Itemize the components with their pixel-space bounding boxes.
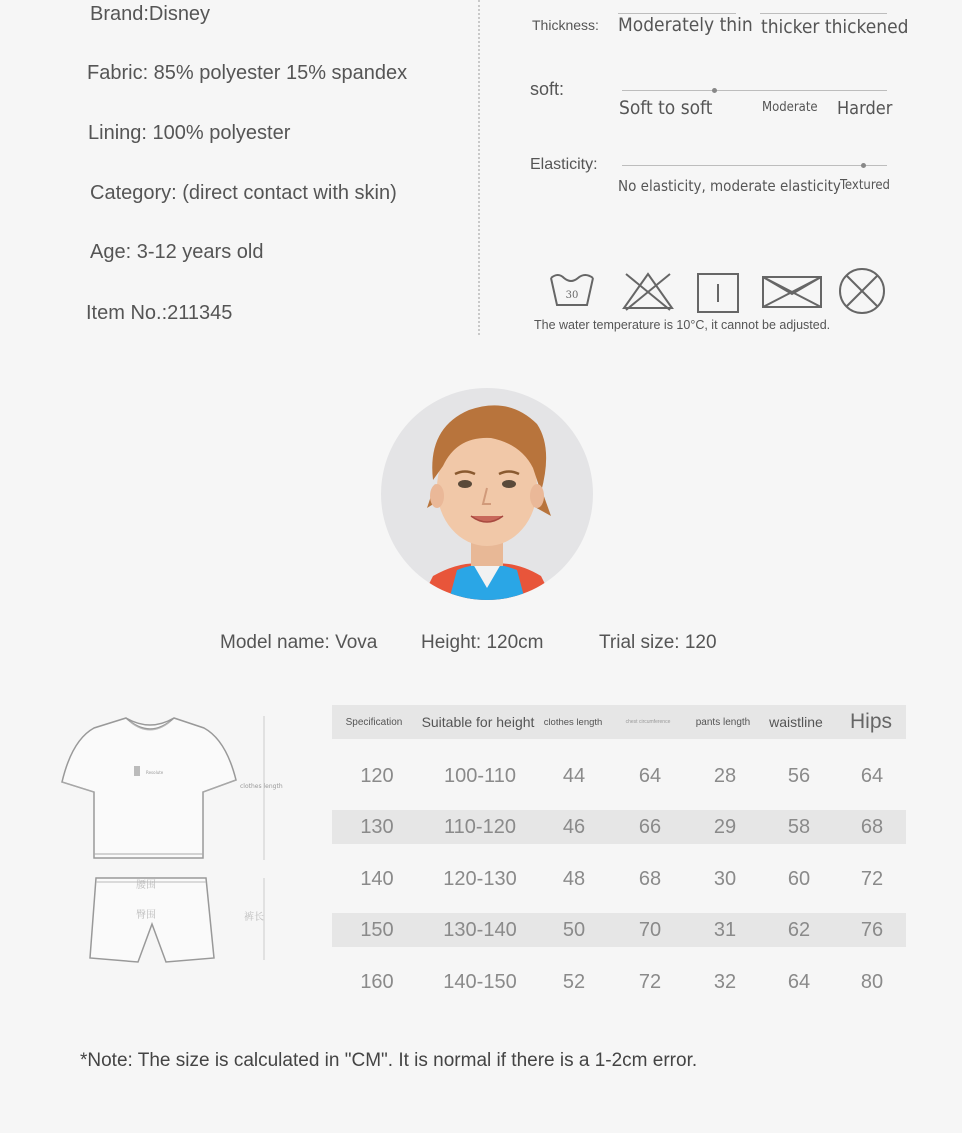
header-hips: Hips xyxy=(849,710,892,733)
water-temperature-note: The water temperature is 10°C, it cannot be adjusted. xyxy=(534,318,831,332)
pants-label-1: 腰围 xyxy=(136,880,156,891)
thickness-option-1: Moderately thin xyxy=(618,14,753,36)
cell-pants-length: 30 xyxy=(713,867,737,890)
cell-height: 140-150 xyxy=(443,970,517,993)
clothes-length-label: clothes length xyxy=(240,783,283,790)
garment-size-diagram xyxy=(58,710,288,970)
table-row xyxy=(332,862,906,896)
elasticity-option-1: No elasticity, moderate elasticity xyxy=(618,177,841,195)
cell-hips: 76 xyxy=(860,918,884,941)
elasticity-label: Elasticity: xyxy=(530,156,598,173)
cell-waistline: 60 xyxy=(787,867,811,890)
softness-option-3: Harder xyxy=(837,98,893,119)
cell-hips: 64 xyxy=(860,764,884,787)
softness-slider-dot xyxy=(712,88,717,93)
brand-text: Brand:Disney xyxy=(90,3,211,25)
softness-label: soft: xyxy=(530,79,565,99)
cell-pants-length: 31 xyxy=(713,918,737,941)
cell-clothes-length: 52 xyxy=(562,970,586,993)
softness-option-2: Moderate xyxy=(762,100,818,115)
header-waistline: waistline xyxy=(769,714,823,730)
size-note: *Note: The size is calculated in "CM". It is normal if there is a 1-2cm error. xyxy=(80,1050,698,1071)
header-clothes-length: clothes length xyxy=(543,716,603,728)
no-dry-clean-icon xyxy=(836,266,888,316)
cell-pants-length: 29 xyxy=(713,815,737,838)
tumble-dry-icon xyxy=(696,272,740,314)
cell-height: 110-120 xyxy=(444,815,516,838)
elasticity-option-2: Textured xyxy=(840,178,890,193)
table-row xyxy=(332,965,906,999)
cell-height: 130-140 xyxy=(443,918,517,941)
model-height: Height: 120cm xyxy=(421,632,544,653)
cell-waistline: 62 xyxy=(787,918,811,941)
cell-clothes-length: 46 xyxy=(562,815,586,838)
vertical-divider xyxy=(478,0,480,335)
no-iron-icon xyxy=(760,272,824,312)
age-text: Age: 3-12 years old xyxy=(90,241,264,263)
thickness-label: Thickness: xyxy=(532,17,599,33)
elasticity-slider-line xyxy=(622,165,887,166)
model-trial-size: Trial size: 120 xyxy=(599,632,717,653)
model-avatar xyxy=(381,388,593,600)
cell-waistline: 56 xyxy=(787,764,811,787)
cell-spec: 130 xyxy=(360,815,394,838)
table-row xyxy=(332,810,906,844)
softness-slider-line xyxy=(622,90,887,91)
header-pants-length: pants length xyxy=(695,716,751,728)
shirt-brand-text: Resolute xyxy=(146,770,164,775)
cell-spec: 150 xyxy=(360,918,394,941)
cell-clothes-length: 50 xyxy=(562,918,586,941)
cell-chest: 64 xyxy=(638,764,662,787)
cell-chest: 68 xyxy=(638,867,662,890)
cell-hips: 72 xyxy=(860,867,884,890)
cell-hips: 80 xyxy=(860,970,884,993)
elasticity-slider-dot xyxy=(861,163,866,168)
cell-spec: 140 xyxy=(360,867,394,890)
header-chest: chest circumference xyxy=(625,719,671,725)
pants-label-2: 臀围 xyxy=(136,910,156,921)
lining-text: Lining: 100% polyester xyxy=(88,122,291,144)
shirt-outline xyxy=(62,718,236,858)
cell-spec: 160 xyxy=(360,970,394,993)
thickness-line-2 xyxy=(760,13,887,14)
cell-pants-length: 28 xyxy=(713,764,737,787)
header-specification: Specification xyxy=(345,716,403,728)
cell-waistline: 58 xyxy=(787,815,811,838)
pants-length-label: 裤长 xyxy=(244,912,264,923)
category-text: Category: (direct contact with skin) xyxy=(90,182,397,204)
cell-pants-length: 32 xyxy=(713,970,737,993)
table-row xyxy=(332,913,906,947)
no-bleach-icon xyxy=(620,270,676,312)
wash-30-icon xyxy=(548,270,596,310)
cell-clothes-length: 48 xyxy=(562,867,586,890)
cell-clothes-length: 44 xyxy=(562,764,586,787)
cell-chest: 70 xyxy=(638,918,662,941)
table-row xyxy=(332,759,906,793)
cell-height: 100-110 xyxy=(444,764,516,787)
cell-waistline: 64 xyxy=(787,970,811,993)
wash-temperature: 30 xyxy=(565,290,579,301)
cell-chest: 66 xyxy=(638,815,662,838)
cell-height: 120-130 xyxy=(443,867,517,890)
cell-spec: 120 xyxy=(360,764,394,787)
fabric-text: Fabric: 85% polyester 15% spandex xyxy=(87,62,408,84)
cell-hips: 68 xyxy=(860,815,884,838)
header-height: Suitable for height xyxy=(421,714,535,730)
model-name: Model name: Vova xyxy=(220,632,378,653)
item-number-text: Item No.:211345 xyxy=(86,302,233,324)
cell-chest: 72 xyxy=(638,970,662,993)
table-header-row xyxy=(332,705,906,739)
softness-option-1: Soft to soft xyxy=(619,97,713,119)
thickness-option-2: thicker thickened xyxy=(761,16,909,38)
model-photo xyxy=(381,388,593,600)
